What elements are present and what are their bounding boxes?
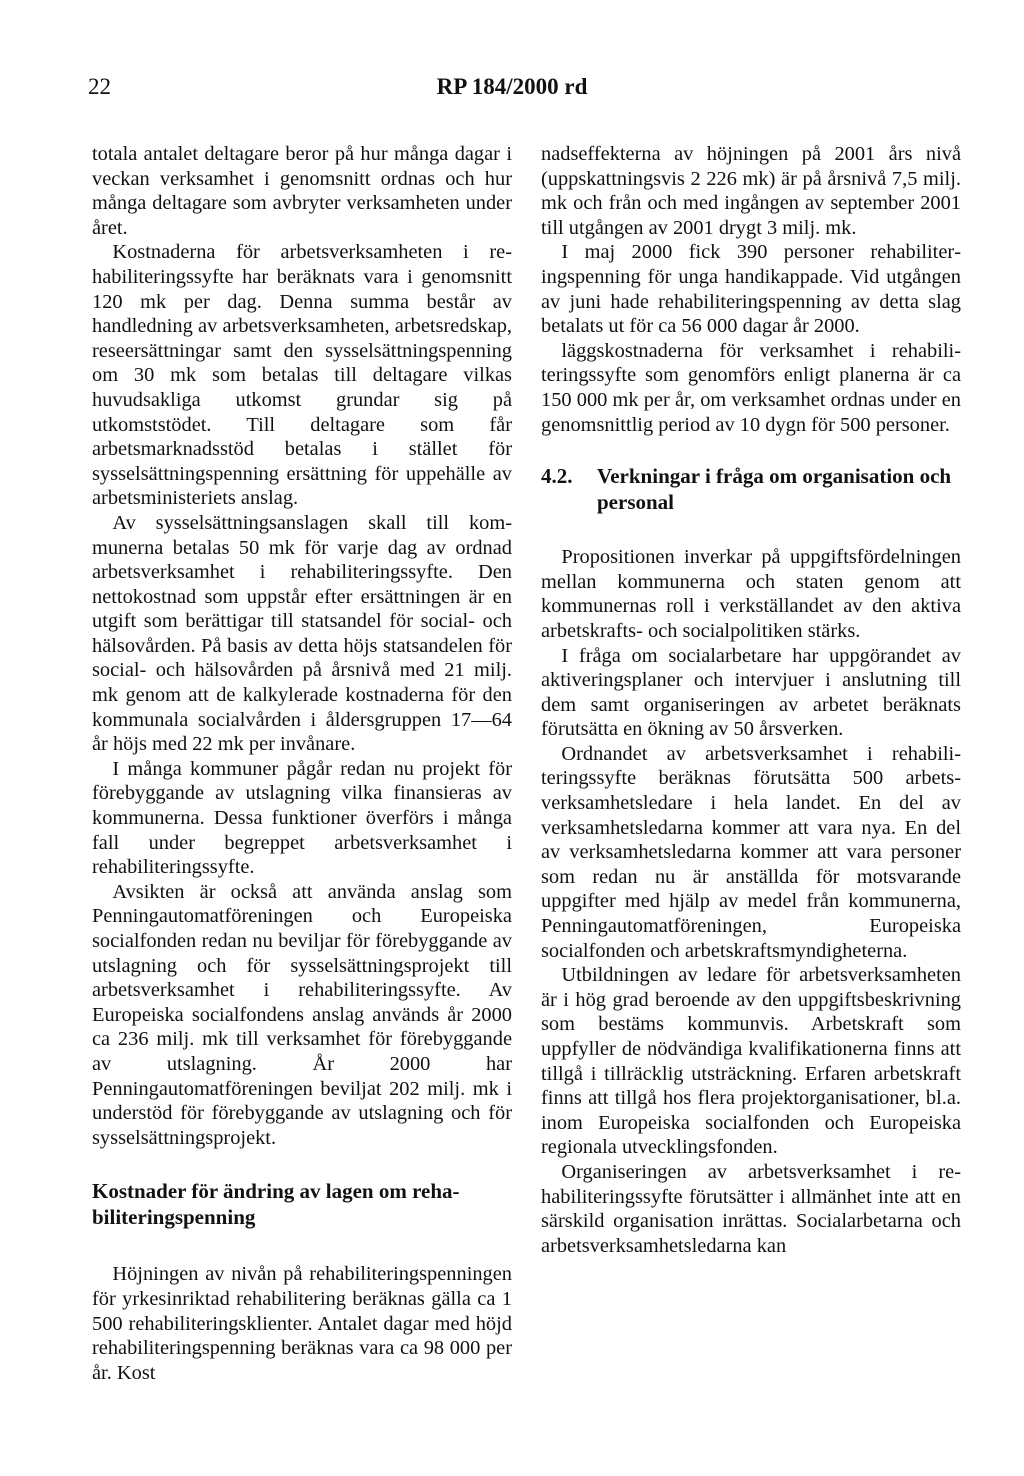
paragraph: Propositionen inverkar på uppgiftsfördelningen mellan kommunerna och staten genom att kommunernas roll i verkställandet av den aktiva arbetskrafts- och socialpolitiken stärks.: [541, 546, 961, 642]
page-header: [0, 74, 1024, 110]
paragraph: I fråga om socialarbetare har uppgörandet av aktiveringsplaner och intervjuer i anslutning till dem samt organiseringen av arbetet beräknats förutsätta en ökning av 50 årsverken.: [541, 644, 961, 741]
paragraph: Höjningen av nivån på rehabiliteringspenningen för yrkesinriktad rehabilitering beräknas gälla ca 1 500 rehabiliteringsklienter. Antalet dagar med höjd rehabiliteringspenning beräknas vara ca 98 000 per år. Kost: [92, 1263, 512, 1384]
paragraph: Utbildningen av ledare för arbetsverksamheten är i hög grad beroende av den uppgiftsbeskrivning som bestäms kommunvis. Arbetskraft som uppfyller de nödvändiga kvalifikationerna finns att tillgå i tillräcklig utsträckning. Erfaren arbetskraft finns att tillgå hos flera projektorganisationer, bl.a. inom Europeiska socialfonden och Europeiska regionala utvecklingsfonden.: [541, 964, 961, 1159]
paragraph: nadseffekterna av höjningen på 2001 års nivå (uppskattningsvis 2 226 mk) är på årsnivå 7,5 milj. mk och från och med ingången av september 2001 till utgången av 2001 drygt 3 milj. mk.: [541, 143, 961, 239]
section-title: Verkningar i fråga om organisation och personal: [597, 464, 952, 515]
paragraph: totala antalet deltagare beror på hur många dagar i veckan verksamhet i genomsnitt ordnas och hur många deltagare som avbryter verksamheten under året.: [92, 143, 512, 239]
paragraph: Avsikten är också att använda anslag som Penningautomatföreningen och Europeiska socialfonden redan nu beviljar för förebyggande av utslagning och för sysselsättningsprojekt till arbetsverksamhet i rehabiliteringssyfte. Av Europeiska socialfondens anslag används år 2000 ca 236 milj. mk till verksamhet för förebyggande av utslagning. År 2000 har Penningautomatföreningen beviljat 202 milj. mk i understöd för förebyggande av utslagning och för sysselsättningsprojekt.: [92, 880, 512, 1149]
paragraph: Kostnaderna för arbetsverksamheten i rehabiliteringssyfte har beräknats vara i genomsnitt 120 mk per dag. Denna summa består av handledning av arbetsverksamheten, arbetsredskap, reseersättningar samt den sysselsättningspenning om 30 mk som betalas till deltagare vilkas huvudsakliga utkomst grundar sig på utkomststödet. Till deltagare som får arbetsmarknadsstöd betalas i stället för sysselsättningspenning ersättning för uppehälle av arbetsministeriets anslag.: [92, 241, 512, 510]
page-number: 22: [88, 74, 111, 99]
paragraph: läggskostnaderna för verksamhet i rehabiliteringssyfte som genomförs enligt planerna är ca 150 000 mk per år, om verksamhet ordnas under en genomsnittlig period av 10 dygn för 500 personer.: [541, 339, 961, 436]
paragraph: Organiseringen av arbetsverksamhet i rehabiliteringssyfte förutsätter i allmänhet inte att en särskild organisation inrättas. Socialarbetarna och arbetsverksamhetsledarna kan: [541, 1160, 961, 1257]
paragraph: Ordnandet av arbetsverksamhet i rehabiliteringssyfte beräknas förutsätta 500 arbetsverksamhetsledare i hela landet. En del av verksamhetsledarna kommer att vara nya. En del av verksamhetsledarna kommer att vara personer som redan nu är anställda för motsvarande uppgifter med hjälp av medel från kommunerna, Penningautomatföreningen, Europeiska socialfonden och arbetskraftsmyndigheterna.: [541, 742, 961, 962]
section-number: 4.2.: [541, 464, 573, 489]
paragraph: I maj 2000 fick 390 personer rehabiliteringspenning för unga handikappade. Vid utgången av juni hade rehabiliteringspenning av detta slag betalats ut för ca 56 000 dagar år 2000.: [541, 241, 961, 338]
section-heading: [541, 463, 961, 515]
right-column: [541, 142, 961, 1258]
left-column: [92, 142, 512, 1385]
paragraph: Av sysselsättningsanslagen skall till kommunerna betalas 50 mk för varje dag av ordnad arbetsverksamhet i rehabiliteringssyfte. Den nettokostnad som uppstår efter ersättningen är en utgift som berättigar till statsandel för social- och hälsovården. På basis av detta höjs statsandelen för social- och hälsovården på årsnivå med 21 milj. mk genom att de kalkylerade kostnaderna för den kommunala socialvården i åldersgruppen 17—64 år höjs med 22 mk per invånare.: [92, 511, 512, 756]
running-title: RP 184/2000 rd: [436, 74, 588, 99]
section-heading: Kostnader för ändring av lagen om rehabiliteringspenning: [92, 1179, 460, 1230]
paragraph: I många kommuner pågår redan nu projekt för förebyggande av utslagning vilka finansieras av kommunerna. Dessa funktioner överförs i många fall under begreppet arbetsverksamhet i rehabiliteringssyfte.: [92, 757, 512, 879]
